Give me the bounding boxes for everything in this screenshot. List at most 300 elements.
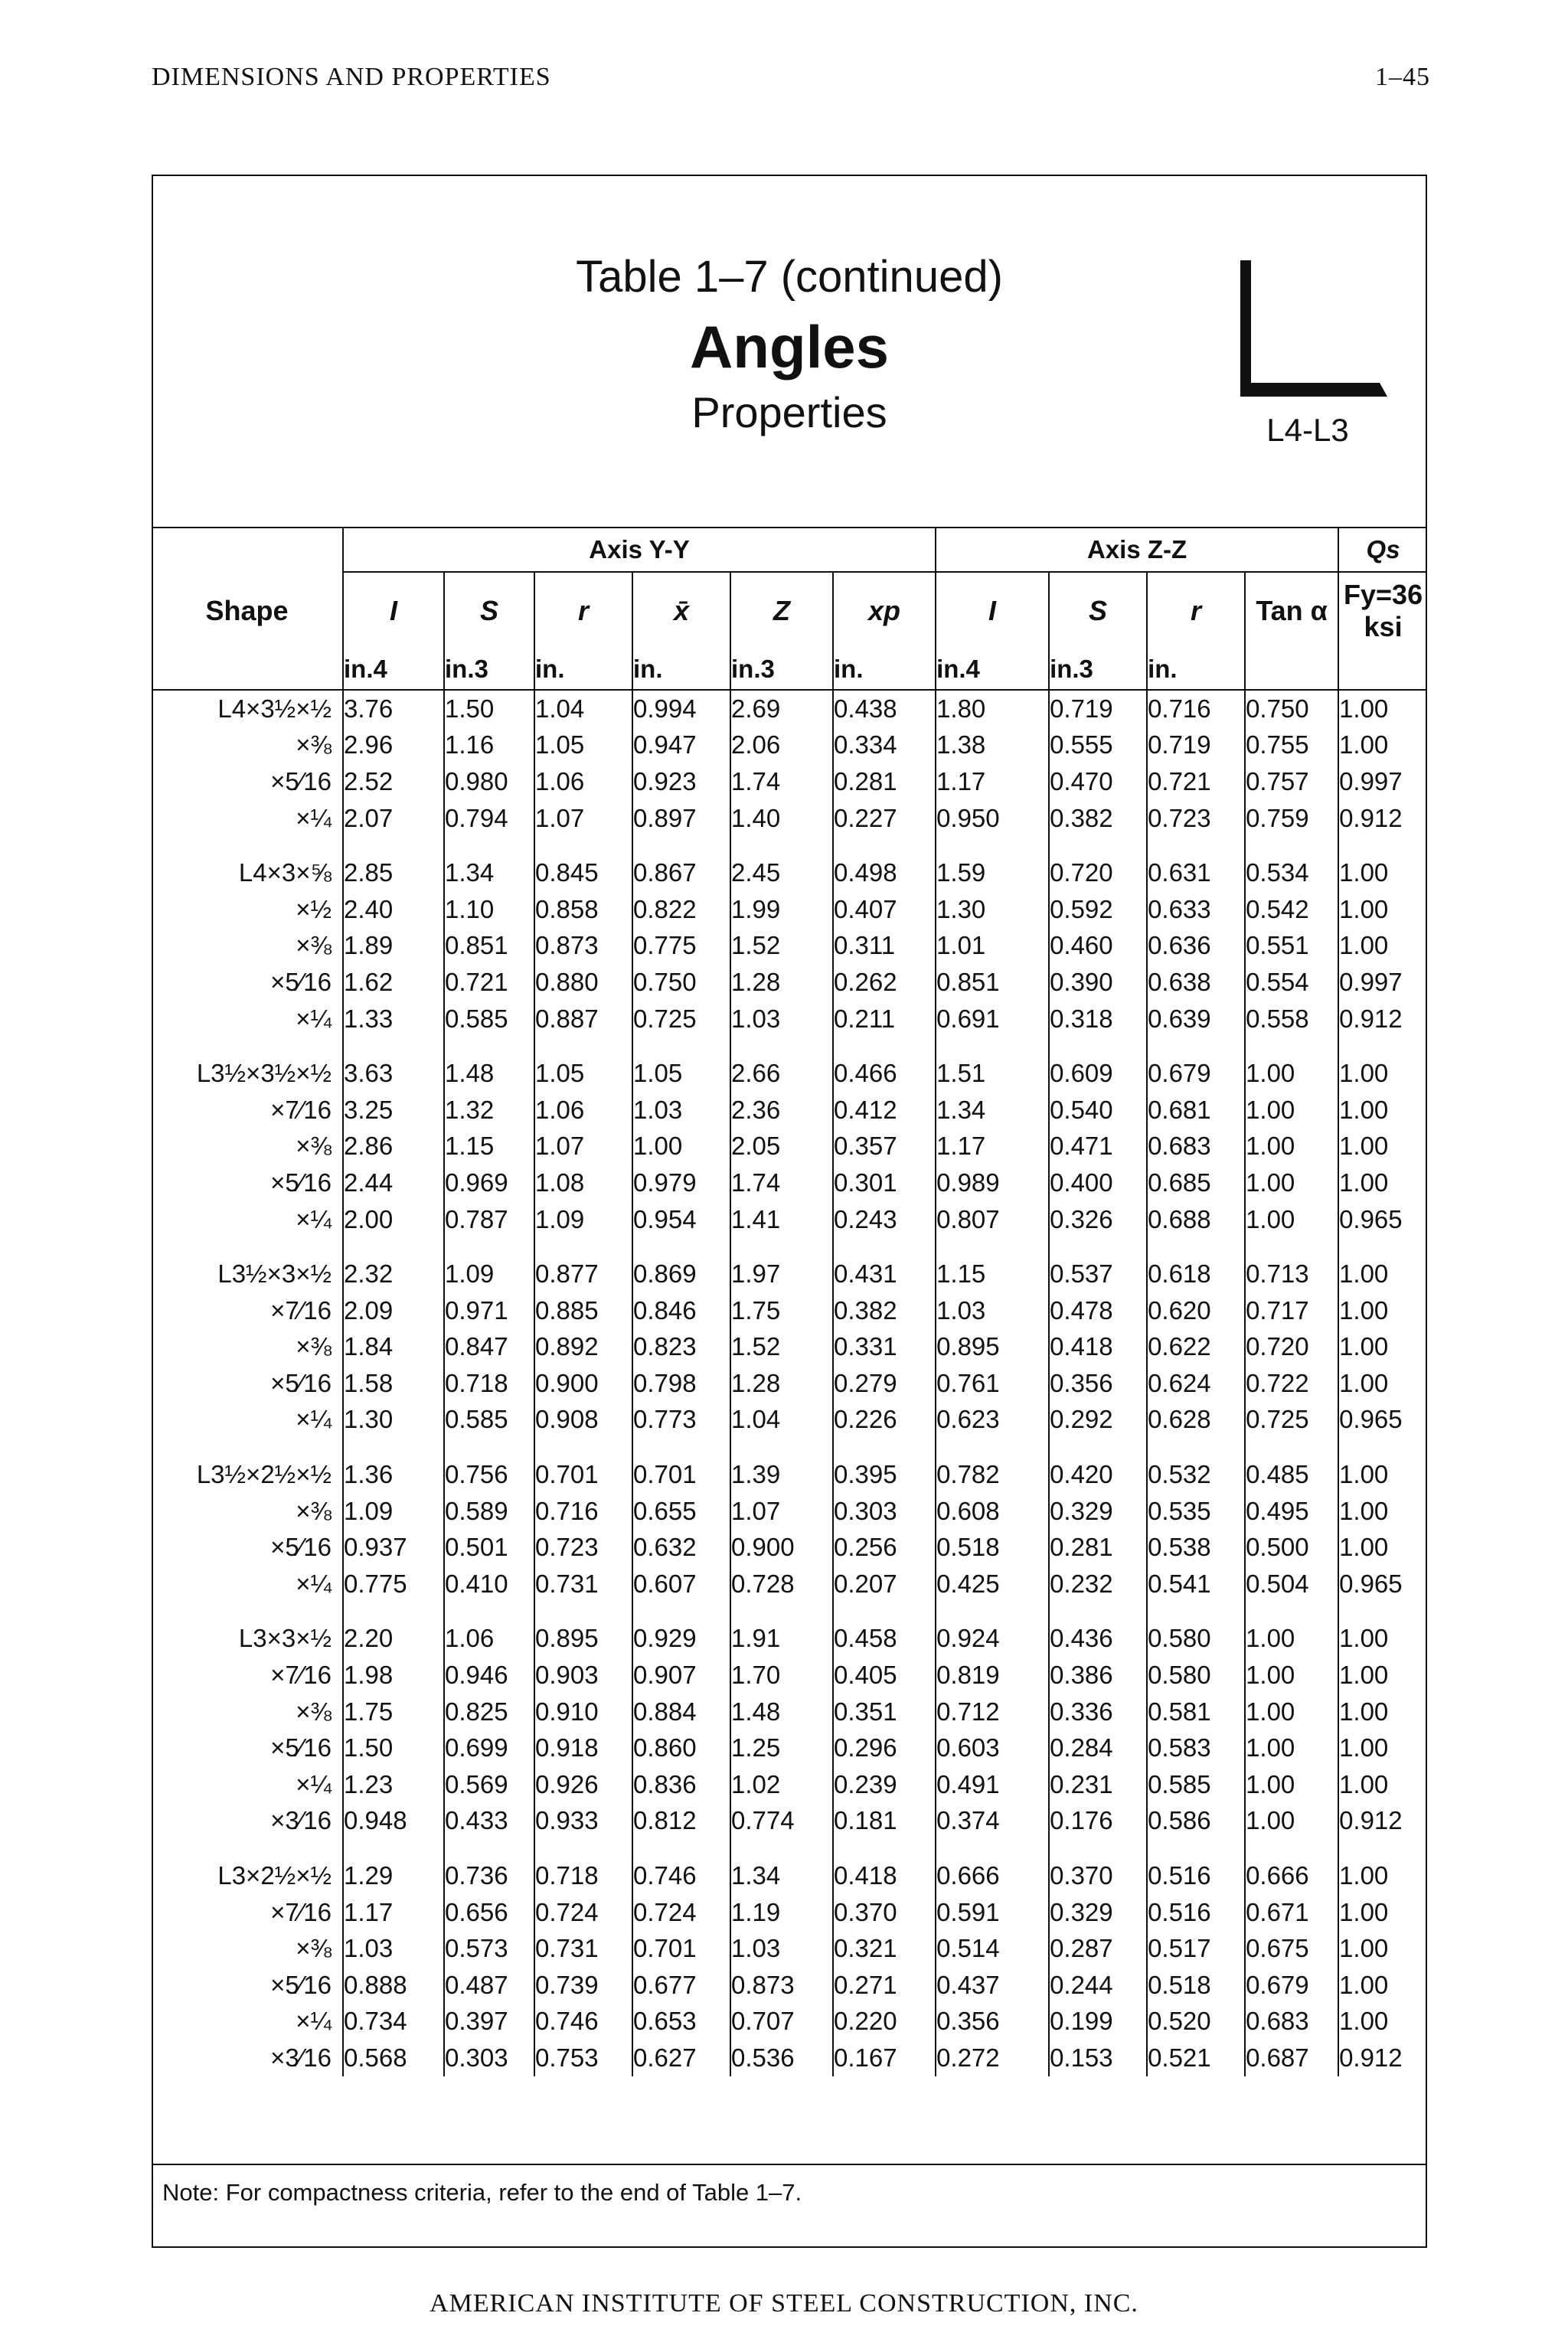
value-cell: 0.900 [534,1365,632,1402]
value-cell: 0.382 [1049,800,1147,837]
value-cell: 0.374 [936,1803,1049,1840]
value-cell: 0.535 [1147,1493,1245,1530]
value-cell: 0.794 [444,800,534,837]
value-cell: 1.52 [730,1329,833,1366]
value-cell: 0.908 [534,1402,632,1439]
spacer-cell [1049,1438,1147,1456]
spacer-cell [1049,1037,1147,1055]
table-row [152,1529,1427,1566]
table-row [152,1165,1427,1201]
publisher-footer: AMERICAN INSTITUTE OF STEEL CONSTRUCTION, INC. [430,2289,1138,2318]
shape-cell: ×5⁄16 [270,766,332,795]
value-cell: 0.979 [632,1165,730,1201]
unit-header: in. [534,649,632,690]
value-cell: 1.00 [1245,1621,1338,1658]
value-cell: 0.431 [833,1256,936,1292]
value-cell: 0.851 [936,964,1049,1001]
column-header: I [936,572,1049,649]
value-cell: 0.382 [833,1292,936,1329]
shape-cell: ×¼ [296,1769,332,1798]
value-cell: 1.00 [1245,1657,1338,1694]
table-row [152,891,1427,928]
value-cell: 1.52 [730,928,833,965]
shape-cell: ×7⁄16 [270,1095,332,1124]
value-cell: 0.671 [1245,1894,1338,1931]
value-cell: 3.25 [343,1092,444,1129]
unit-header: in.3 [1049,649,1147,690]
unit-header: in. [1147,649,1245,690]
shape-cell: ×¼ [296,803,332,832]
value-cell: 0.436 [1049,1621,1147,1658]
value-cell: 0.869 [632,1256,730,1292]
value-cell: 1.02 [730,1766,833,1803]
value-cell: 1.70 [730,1657,833,1694]
value-cell: 0.589 [444,1493,534,1530]
value-cell: 1.25 [730,1730,833,1766]
unit-header: in.4 [936,649,1049,690]
value-cell: 0.858 [534,891,632,928]
spacer-cell [936,836,1049,854]
table-row [152,727,1427,764]
value-cell: 0.491 [936,1766,1049,1803]
value-cell: 0.627 [632,2040,730,2076]
spacer-cell [1147,836,1245,854]
value-cell: 1.00 [1338,1329,1427,1366]
value-cell: 0.725 [632,1001,730,1037]
value-cell: 1.74 [730,1165,833,1201]
value-cell: 0.885 [534,1292,632,1329]
value-cell: 0.736 [444,1857,534,1894]
value-cell: 1.17 [936,1129,1049,1165]
value-cell: 0.336 [1049,1694,1147,1730]
value-cell: 1.30 [343,1402,444,1439]
spacer-cell [152,1438,343,1456]
value-cell: 1.23 [343,1766,444,1803]
value-cell: 0.846 [632,1292,730,1329]
value-cell: 2.40 [343,891,444,928]
value-cell: 0.585 [444,1001,534,1037]
value-cell: 0.540 [1049,1092,1147,1129]
value-cell: 1.29 [343,1857,444,1894]
value-cell: 0.478 [1049,1292,1147,1329]
value-cell: 0.937 [343,1529,444,1566]
value-cell: 0.284 [1049,1730,1147,1766]
value-cell: 0.558 [1245,1001,1338,1037]
value-cell: 0.756 [444,1456,534,1493]
spacer-cell [833,836,936,854]
column-header: xp [833,572,936,649]
value-cell: 1.09 [343,1493,444,1530]
value-cell: 1.17 [343,1894,444,1931]
value-cell: 0.997 [1338,964,1427,1001]
value-cell: 1.00 [1338,1730,1427,1766]
value-cell: 0.723 [1147,800,1245,837]
value-cell: 0.895 [534,1621,632,1658]
value-cell: 0.603 [936,1730,1049,1766]
value-cell: 0.418 [833,1857,936,1894]
value-cell: 1.05 [534,727,632,764]
value-cell: 0.581 [1147,1694,1245,1730]
value-cell: 1.07 [534,1129,632,1165]
value-cell: 0.370 [1049,1857,1147,1894]
table-row [152,763,1427,800]
spacer-cell [730,1602,833,1621]
value-cell: 0.965 [1338,1566,1427,1602]
spacer-cell [833,1839,936,1857]
table-row [152,1621,1427,1658]
value-cell: 0.888 [343,1967,444,2004]
value-cell: 3.63 [343,1055,444,1092]
value-cell: 1.00 [1338,2004,1427,2040]
spacer-cell [1338,1602,1427,1621]
shape-cell: ×¼ [296,1569,332,1598]
value-cell: 0.873 [534,928,632,965]
shape-cell: ×⅜ [296,1697,332,1726]
value-cell: 0.356 [936,2004,1049,2040]
value-cell: 0.683 [1245,2004,1338,2040]
value-cell: 0.292 [1049,1402,1147,1439]
value-cell: 0.712 [936,1694,1049,1730]
value-cell: 0.897 [632,800,730,837]
value-cell: 0.301 [833,1165,936,1201]
value-cell: 0.500 [1245,1529,1338,1566]
table-number: Table 1–7 (continued) [576,252,1003,302]
value-cell: 0.948 [343,1803,444,1840]
value-cell: 1.39 [730,1456,833,1493]
table-row [152,1967,1427,2004]
spacer-cell [152,1602,343,1621]
properties-table [152,527,1427,2076]
value-cell: 1.00 [1338,891,1427,928]
shape-cell: L3½×3×½ [217,1259,332,1289]
value-cell: 1.84 [343,1329,444,1366]
value-cell: 0.774 [730,1803,833,1840]
spacer-cell [1049,836,1147,854]
value-cell: 0.583 [1147,1730,1245,1766]
value-cell: 0.390 [1049,964,1147,1001]
value-cell: 1.15 [444,1129,534,1165]
value-cell: 0.287 [1049,1930,1147,1967]
value-cell: 0.720 [1245,1329,1338,1366]
value-cell: 1.28 [730,964,833,1001]
spacer-cell [534,1839,632,1857]
note-text: Note: For compactness criteria, refer to the end of Table 1–7. [162,2179,802,2206]
value-cell: 0.279 [833,1365,936,1402]
value-cell: 0.746 [632,1857,730,1894]
spacer-cell [1147,1438,1245,1456]
value-cell: 1.00 [1245,1694,1338,1730]
value-cell: 0.907 [632,1657,730,1694]
value-cell: 0.555 [1049,727,1147,764]
column-header: Z [730,572,833,649]
spacer-cell [730,1037,833,1055]
value-cell: 1.00 [1338,1092,1427,1129]
spacer-cell [1147,1037,1245,1055]
spacer-cell [343,1602,444,1621]
table-row [152,1493,1427,1530]
value-cell: 0.971 [444,1292,534,1329]
unit-header [1245,649,1338,690]
spacer-cell [730,1237,833,1256]
value-cell: 0.969 [444,1165,534,1201]
value-cell: 1.17 [936,763,1049,800]
value-cell: 0.699 [444,1730,534,1766]
table-row [152,1201,1427,1238]
value-cell: 0.244 [1049,1967,1147,2004]
shape-cell: ×⅜ [296,1332,332,1361]
spacer-cell [1245,836,1338,854]
value-cell: 2.66 [730,1055,833,1092]
value-cell: 0.243 [833,1201,936,1238]
spacer-cell [152,1237,343,1256]
spacer-cell [444,1237,534,1256]
spacer-cell [1147,1237,1245,1256]
value-cell: 1.48 [444,1055,534,1092]
value-cell: 0.256 [833,1529,936,1566]
column-header: Tan α [1245,572,1338,649]
value-cell: 1.59 [936,854,1049,891]
value-cell: 1.00 [1245,1730,1338,1766]
spacer-cell [534,1237,632,1256]
spacer-cell [1147,1602,1245,1621]
unit-header [1338,649,1427,690]
spacer-cell [1245,1037,1338,1055]
value-cell: 2.85 [343,854,444,891]
spacer-cell [1338,1839,1427,1857]
spacer-cell [936,1438,1049,1456]
value-cell: 0.912 [1338,2040,1427,2076]
value-cell: 0.836 [632,1766,730,1803]
value-cell: 0.701 [632,1456,730,1493]
spacer-cell [833,1438,936,1456]
value-cell: 1.91 [730,1621,833,1658]
value-cell: 0.720 [1049,854,1147,891]
spacer-cell [343,1839,444,1857]
spacer-cell [833,1237,936,1256]
value-cell: 1.32 [444,1092,534,1129]
value-cell: 0.718 [444,1365,534,1402]
table-row [152,1292,1427,1329]
value-cell: 0.636 [1147,928,1245,965]
value-cell: 0.460 [1049,928,1147,965]
value-cell: 0.739 [534,1967,632,2004]
value-cell: 1.00 [1338,1694,1427,1730]
value-cell: 2.20 [343,1621,444,1658]
value-cell: 1.04 [534,690,632,727]
value-cell: 0.775 [632,928,730,965]
value-cell: 2.09 [343,1292,444,1329]
table-row [152,1365,1427,1402]
value-cell: 0.892 [534,1329,632,1366]
value-cell: 0.731 [534,1566,632,1602]
value-cell: 0.923 [632,763,730,800]
value-cell: 0.232 [1049,1566,1147,1602]
value-cell: 0.407 [833,891,936,928]
value-cell: 1.05 [632,1055,730,1092]
table-row [152,1001,1427,1037]
value-cell: 0.520 [1147,2004,1245,2040]
value-cell: 1.00 [1245,1129,1338,1165]
value-cell: 0.994 [632,690,730,727]
value-cell: 1.98 [343,1657,444,1694]
shape-cell: ×5⁄16 [270,1168,332,1197]
value-cell: 1.00 [1245,1766,1338,1803]
value-cell: 1.99 [730,891,833,928]
value-cell: 0.622 [1147,1329,1245,1366]
value-cell: 1.00 [1338,1857,1427,1894]
table-row [152,964,1427,1001]
table-row [152,690,1427,727]
value-cell: 0.458 [833,1621,936,1658]
value-cell: 1.00 [1338,1967,1427,2004]
value-cell: 0.746 [534,2004,632,2040]
value-cell: 1.03 [936,1292,1049,1329]
value-cell: 0.357 [833,1129,936,1165]
shape-cell: ×⅜ [296,1496,332,1525]
value-cell: 1.00 [1338,1292,1427,1329]
value-cell: 0.912 [1338,800,1427,837]
value-cell: 0.965 [1338,1201,1427,1238]
value-cell: 2.96 [343,727,444,764]
value-cell: 0.707 [730,2004,833,2040]
value-cell: 0.199 [1049,2004,1147,2040]
value-cell: 0.724 [534,1894,632,1931]
value-cell: 0.691 [936,1001,1049,1037]
table-row [152,1402,1427,1439]
column-header: r [1147,572,1245,649]
shape-cell: ×7⁄16 [270,1295,332,1325]
spacer-cell [632,1438,730,1456]
value-cell: 0.329 [1049,1894,1147,1931]
value-cell: 3.76 [343,690,444,727]
value-cell: 2.44 [343,1165,444,1201]
value-cell: 2.07 [343,800,444,837]
value-cell: 0.773 [632,1402,730,1439]
value-cell: 0.554 [1245,964,1338,1001]
value-cell: 0.807 [936,1201,1049,1238]
spacer-cell [1245,1237,1338,1256]
value-cell: 0.425 [936,1566,1049,1602]
spacer-cell [730,1839,833,1857]
value-cell: 0.624 [1147,1365,1245,1402]
value-cell: 0.296 [833,1730,936,1766]
value-cell: 0.569 [444,1766,534,1803]
shape-cell: ×5⁄16 [270,1368,332,1397]
value-cell: 0.580 [1147,1657,1245,1694]
value-cell: 1.38 [936,727,1049,764]
shape-cell: L4×3×⅝ [238,858,332,887]
value-cell: 0.517 [1147,1930,1245,1967]
value-cell: 0.334 [833,727,936,764]
column-header: S [1049,572,1147,649]
value-cell: 0.713 [1245,1256,1338,1292]
value-cell: 0.167 [833,2040,936,2076]
shape-cell: ×¼ [296,1405,332,1434]
value-cell: 0.679 [1147,1055,1245,1092]
shape-cell: ×5⁄16 [270,1970,332,1999]
value-cell: 1.89 [343,928,444,965]
value-cell: 0.918 [534,1730,632,1766]
value-cell: 2.32 [343,1256,444,1292]
unit-header: in.3 [730,649,833,690]
value-cell: 0.207 [833,1566,936,1602]
value-cell: 0.586 [1147,1803,1245,1840]
value-cell: 1.58 [343,1365,444,1402]
unit-header: in.3 [444,649,534,690]
value-cell: 1.00 [1338,1930,1427,1967]
value-cell: 1.00 [1338,1055,1427,1092]
spacer-cell [444,1602,534,1621]
table-note [152,2164,1427,2248]
value-cell: 0.303 [444,2040,534,2076]
table-row [152,1657,1427,1694]
table-row [152,1803,1427,1840]
value-cell: 1.00 [1338,1129,1427,1165]
unit-header: in.4 [343,649,444,690]
value-cell: 1.41 [730,1201,833,1238]
value-cell: 0.609 [1049,1055,1147,1092]
value-cell: 0.181 [833,1803,936,1840]
value-cell: 0.542 [1245,891,1338,928]
value-cell: 0.405 [833,1657,936,1694]
value-cell: 0.538 [1147,1529,1245,1566]
value-cell: 0.516 [1147,1894,1245,1931]
spacer-cell [936,1839,1049,1857]
value-cell: 0.822 [632,891,730,928]
shape-cell: L3½×3½×½ [196,1059,332,1088]
value-cell: 0.521 [1147,2040,1245,2076]
table-row [152,1930,1427,1967]
spacer-cell [730,836,833,854]
column-header: r [534,572,632,649]
series-range-label: L4-L3 [1266,412,1349,448]
value-cell: 1.00 [1338,1894,1427,1931]
value-cell: 0.470 [1049,763,1147,800]
value-cell: 1.00 [1245,1201,1338,1238]
spacer-cell [1338,1438,1427,1456]
value-cell: 0.628 [1147,1402,1245,1439]
table-row [152,1566,1427,1602]
spacer-cell [1338,836,1427,854]
value-cell: 0.798 [632,1365,730,1402]
value-cell: 1.00 [1338,1493,1427,1530]
shape-cell: ×5⁄16 [270,967,332,996]
spacer-cell [534,1438,632,1456]
shape-cell: ×¼ [296,1004,332,1033]
value-cell: 0.370 [833,1894,936,1931]
value-cell: 0.759 [1245,800,1338,837]
shape-cell: ×⅜ [296,1132,332,1161]
shape-cell: ×⅜ [296,730,332,760]
value-cell: 0.717 [1245,1292,1338,1329]
value-cell: 1.00 [1245,1165,1338,1201]
spacer-cell [730,1438,833,1456]
value-cell: 0.541 [1147,1566,1245,1602]
shape-cell: ×¼ [296,2007,332,2036]
value-cell: 1.28 [730,1365,833,1402]
spacer-cell [632,1602,730,1621]
value-cell: 0.761 [936,1365,1049,1402]
value-cell: 0.518 [936,1529,1049,1566]
value-cell: 0.724 [632,1894,730,1931]
value-cell: 0.731 [534,1930,632,1967]
value-cell: 1.06 [534,763,632,800]
value-cell: 0.633 [1147,891,1245,928]
value-cell: 1.10 [444,891,534,928]
table-row [152,1329,1427,1366]
value-cell: 0.655 [632,1493,730,1530]
value-cell: 0.326 [1049,1201,1147,1238]
